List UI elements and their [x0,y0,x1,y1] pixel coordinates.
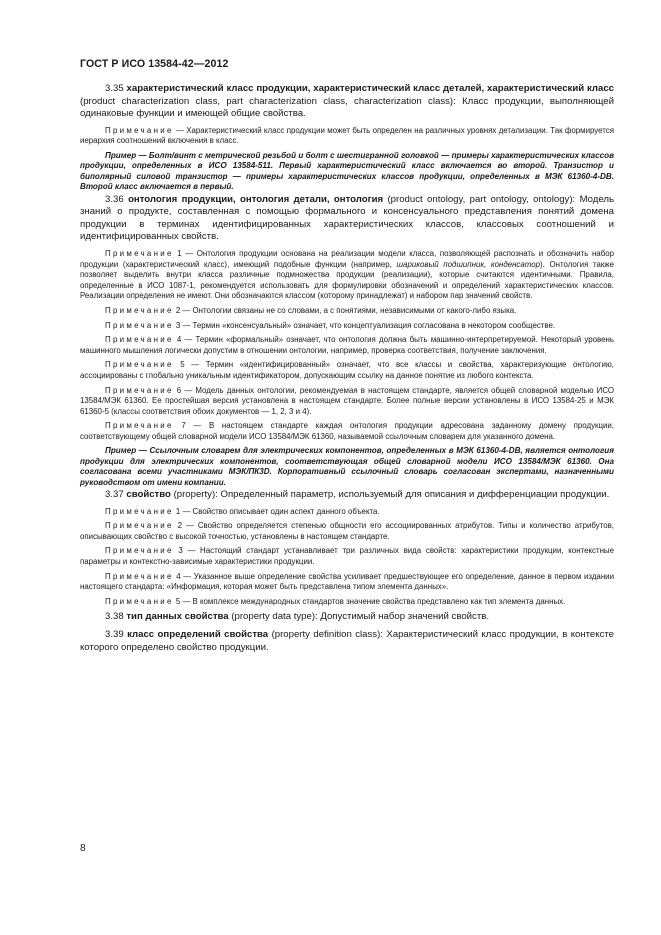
note-text: 7 — В настоящем стандарте каждая онтология продукции адресована заданному домену продукции, соответствующему общей словарной модели ИСО 13584/МЭК 61360, называемой ссылочным словарем для указанного домена. [80,421,614,441]
note-label: Примечание [105,360,174,370]
note-text-italic: шариковый подшипник, конденсатор [396,259,541,269]
term-definition: (product characterization class, part characterization class, characterization class): Класс продукции, выполняющей одинаковые функции и имеющей общие свойства. [80,95,614,120]
note-text: 3 — Настоящий стандарт устанавливает три различных вида свойств: характеристики продукции, контекстные параметры и контекстно-зависимые характеристики продукции. [80,546,614,567]
note-label: Примечание [105,125,174,135]
page-body [80,58,614,659]
note-7 [80,421,614,442]
note-5 [80,360,614,381]
note-label: Примечание [105,248,174,258]
term-name: класс определений свойства [127,629,269,641]
note-text: 3 — Термин «консенсуальный» означает, что концептуализация согласована в некотором сообществе. [173,320,556,330]
term-definition: (property): Определенный параметр, используемый для описания и дифференциации продукции. [173,489,610,501]
note-3 [80,546,614,567]
term-definition: (product ontology, part ontology, ontology): Модель знаний о продукте, составленная с помощью формального и консенсуального представления понятий домена продукции в терминах идентифицированных характеристических классов, классовых соотношений и идентифицированных свойств. [80,193,615,243]
note-label: Примечание [105,596,174,606]
note-text: ). Онтология также позволяет выделить внутри класса различные подмножества продукции (реализации), которые считаются идентичными. Правила, определенные в ИСО 1087-1, рекомендуется использовать для формулировки обозначений и определений характеристических классов. Реализации определения не имеют. Они обозначаются классом (которому принадлежат) и набором пар значений свойств. [80,259,614,301]
note-text: 1 — Онтология продукции основана на реализации модели класса, позволяющей распознать и обозначить набор продукции (характеристический класс), имеющий подобные функции (например, [80,248,614,269]
term-definition: (property definition class): Характеристический класс продукции, в контексте которого определено свойство продукции. [80,629,614,653]
note-label: Примечание [105,385,174,395]
term-3-39 [80,629,614,654]
note-1 [80,249,614,302]
note [80,126,614,147]
note-2 [80,521,614,542]
note-label: Примечание [105,421,174,431]
example-3-36: Пример — Ссылочным словарем для электрических компонентов, определенных в МЭК 61360-4-DB, является онтология продукции для электрических компонентов, соответствующая общей словарной модели ИСО 13584/МЭК 61360. Она согласована всеми участниками МЭК/ПК3D. Корпоративный ссылочный словарь согласован экспертами, назначенными руководством от имени компании. [80,446,614,487]
note-text: 6 — Модель данных онтологии, рекомендуемая в настоящем стандарте, является общей словарной моделью ИСО 13584/МЭК 61360. Ее простейшая версия установлена в настоящем стандарте. Более полные версии установлены в ИСО 13584-25 и МЭК 61360-5 (классы соответствия обоих документов — 1, 2, 3 и 4). [80,385,614,416]
term-3-36 [80,194,614,244]
term-name: тип данных свойства [126,611,229,623]
term-name: онтология продукции, онтология детали, онтология [128,193,384,205]
note-label: Примечание [105,335,174,345]
note-text: 2 — Онтологии связаны не со словами, а с понятиями, независимыми от какого-либо языка. [173,305,517,315]
note-6 [80,386,614,418]
note-2 [80,306,614,317]
term-3-38 [80,611,614,624]
note-1 [80,507,614,518]
note-label: Примечание [105,546,174,556]
note-5 [80,597,614,608]
note-text: 5 — В комплексе международных стандартов значение свойства представлено как тип элемента данных. [173,596,566,606]
note-label: Примечание [105,571,174,581]
note-text: 4 — Термин «формальный» означает, что онтология должна быть машинно-интерпретируемой. Некоторый уровень машинного мышления логически допустим в отношении онтологии, например, проверка соответствия, получение заключения. [80,335,614,355]
note-label: Примечание [105,506,174,516]
note-4 [80,572,614,593]
note-text: 4 — Указанное выше определение свойства усиливает предшествующее его определение, данное в первом издании настоящего стандарта: «Информация, которая может быть представлена типом элемента данных». [80,571,614,592]
example-3-35: Пример — Болт/винт с метрической резьбой и болт с шестигранной головкой — примеры характеристических классов продукции, определенных в ИСО 13584-511. Первый характеристический класс включается во второй. Транзистор и биполярный силовой транзистор — примеры характеристических классов продукции, определенных в МЭК 61360-4-DB. Второй класс включается в первый. [80,150,614,192]
note-label: Примечание [105,320,174,330]
term-number: 3.38 [105,611,124,623]
term-name: свойство [126,489,171,501]
note-text: — Характеристический класс продукции может быть определен на различных уровнях детализации. Так формируется иерархия соотношений включения в класс. [80,125,614,146]
term-number: 3.36 [105,193,124,205]
page-number: 8 [80,843,86,854]
term-3-37 [80,489,614,502]
note-text: 2 — Свойство определяется степенью общности его ассоциированных атрибутов. Типы и количество атрибутов, описывающих свойство с высокой точностью, установлены в настоящем стандарте. [80,521,614,541]
term-number: 3.39 [105,629,124,641]
term-number: 3.37 [105,489,124,501]
term-number: 3.35 [105,83,124,94]
term-name: характеристический класс продукции, характеристический класс деталей, характеристический класс [126,83,615,94]
document-header: ГОСТ Р ИСО 13584-42—2012 [80,58,229,70]
note-4 [80,335,614,356]
note-text: 5 — Термин «идентифицированный» означает, что все классы и свойства, характеризующие онтологию, ассоциированы с глобально уникальным идентификатором, допускающим ссылку на данное понятие из любого контекста. [80,360,614,380]
note-3 [80,321,614,332]
term-3-35 [80,83,614,121]
term-definition: (property data type): Допустимый набор значений свойств. [231,611,489,623]
note-text: 1 — Свойство описывает один аспект данного объекта. [173,506,380,516]
note-label: Примечание [105,305,174,315]
note-label: Примечание [105,521,174,531]
